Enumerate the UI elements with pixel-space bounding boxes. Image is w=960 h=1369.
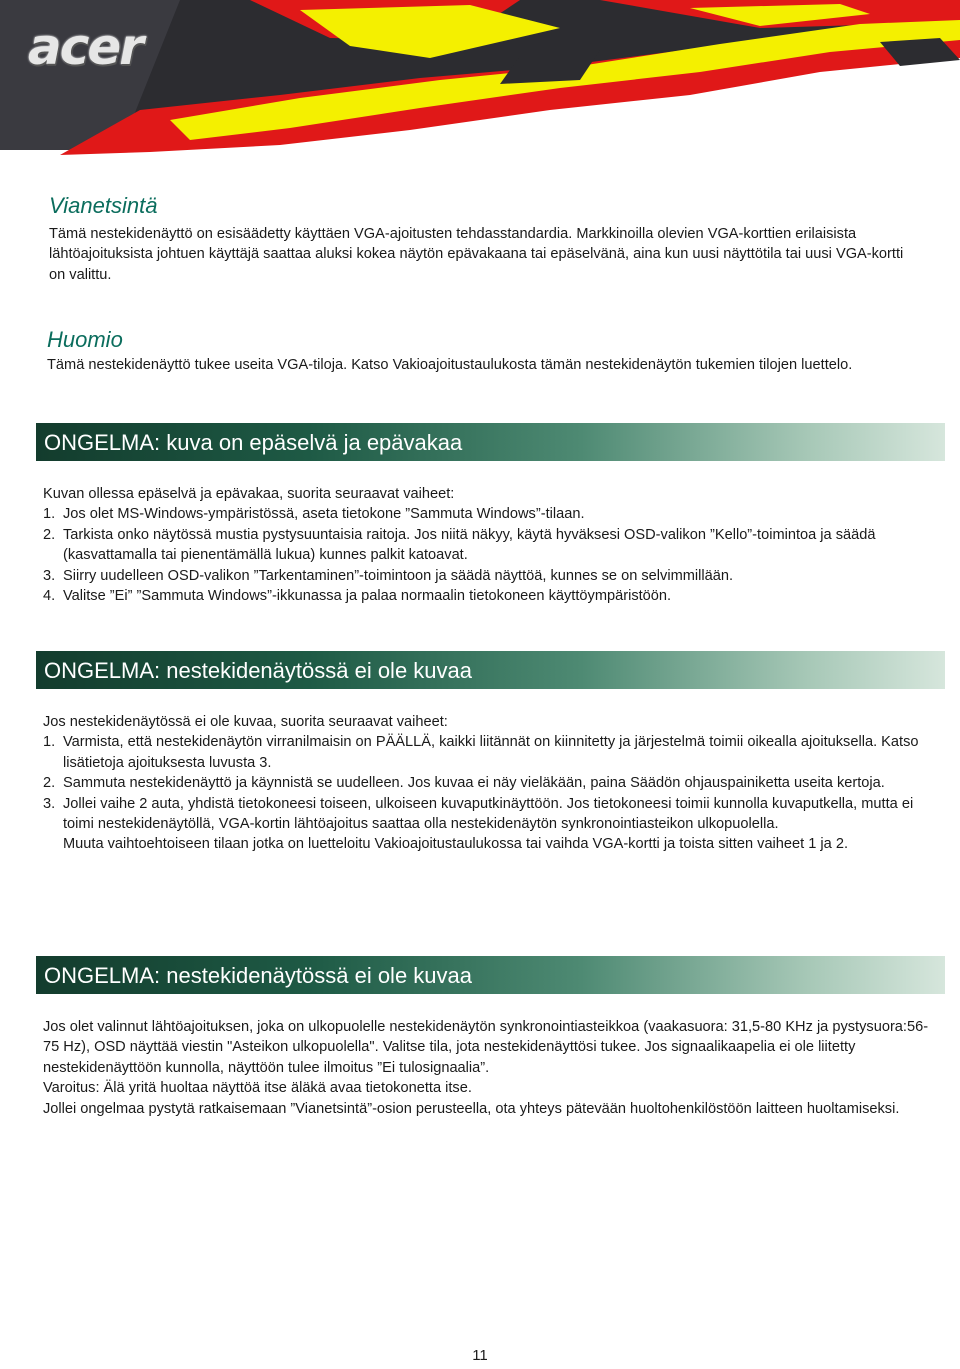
section-paragraph: Jollei ongelmaa pystytä ratkaisemaan ”Vianetsintä”-osion perusteella, ota yhteys pätevään huoltohenkilöstöön laitteen huoltamiseksi. xyxy=(43,1100,900,1117)
list-item: 3. Jollei vaihe 2 auta, yhdistä tietokoneesi toiseen, ulkoiseen kuvaputkinäyttöön. Jos tietokoneesi toimii kunnolla kuvaputkella, mutta ei toimi nestekidenäytöllä, VGA-kortin lähtöajoitus saattaa olla nestekidenäytön synkronointiasteikon ulkopuolella. xyxy=(43,795,914,833)
section-title: ONGELMA: nestekidenäytössä ei ole kuvaa xyxy=(44,963,473,988)
section-header-bar xyxy=(36,423,945,461)
intro-section xyxy=(49,193,919,285)
list-item: 1. Varmista, että nestekidenäytön virranilmaisin on PÄÄLLÄ, kaikki liitännät on kiinnitetty ja järjestelmä toimii oikealla ajoituksella. Katso lisätietoja ajoituksesta luvusta 3. xyxy=(43,734,919,771)
section-body xyxy=(43,712,928,855)
note-title: Huomio xyxy=(47,327,123,352)
list-item: 3. Siirry uudelleen OSD-valikon ”Tarkentaminen”-toimintoon ja säädä näyttöä, kunnes se on selvimmillään. xyxy=(43,567,734,584)
warning-paragraph: Varoitus: Älä yritä huoltaa näyttöä itse äläkä avaa tietokonetta itse. xyxy=(43,1080,472,1097)
intro-title: Vianetsintä xyxy=(49,193,158,218)
list-item: 2. Sammuta nestekidenäyttö ja käynnistä se uudelleen. Jos kuvaa ei näy vieläkään, paina Säädön ohjauspainiketta useita kertoja. xyxy=(43,775,885,792)
note-section xyxy=(47,327,907,375)
section-intro: Kuvan ollessa epäselvä ja epävakaa, suorita seuraavat vaiheet: xyxy=(43,486,455,502)
page-number: 11 xyxy=(472,1347,488,1364)
intro-text: Tämä nestekidenäyttö on esisäädetty käyttäen VGA-ajoitusten tehdasstandardia. Markkinoilla olevien VGA-korttien erilaisista lähtöajoituksista johtuen käyttäjä saattaa aluksi kokea näytön epävakaana tai epäselvänä, aina kun uusi näyttötila tai uusi VGA-kortti on valittu. xyxy=(49,226,904,283)
banner-artwork xyxy=(0,0,960,158)
section-body xyxy=(43,484,943,606)
section-header-bar xyxy=(36,956,945,994)
section-intro: Jos nestekidenäytössä ei ole kuvaa, suorita seuraavat vaiheet: xyxy=(43,714,448,730)
list-item: 1. Jos olet MS-Windows-ympäristössä, aseta tietokone ”Sammuta Windows”-tilaan. xyxy=(43,506,585,523)
header-banner xyxy=(0,0,960,158)
list-continuation: Muuta vaihtoehtoiseen tilaan jotka on luetteloitu Vakioajoitustaulukossa tai vaihda VGA-kortti ja toista sitten vaiheet 1 ja 2. xyxy=(63,836,849,853)
section-body xyxy=(43,1017,943,1119)
section-title: ONGELMA: nestekidenäytössä ei ole kuvaa xyxy=(44,658,473,683)
section-title: ONGELMA: kuva on epäselvä ja epävakaa xyxy=(44,430,463,455)
list-item: 4. Valitse ”Ei” ”Sammuta Windows”-ikkunassa ja palaa normaalin tietokoneen käyttöympäristöön. xyxy=(43,588,672,605)
list-item: 2. Tarkista onko näytössä mustia pystysuuntaisia raitoja. Jos niitä näkyy, käytä hyväksesi OSD-valikon ”Kello”-toimintoa ja säädä (kasvattamalla tai pienentämällä lukua) kunnes palkit katoavat. xyxy=(43,526,876,564)
note-text: Tämä nestekidenäyttö tukee useita VGA-tiloja. Katso Vakioajoitustaulukosta tämän nestekidenäytön tukemien tilojen luettelo. xyxy=(47,357,853,373)
acer-logo: acer xyxy=(28,18,142,76)
section-header-bar xyxy=(36,651,945,689)
section-paragraph: Jos olet valinnut lähtöajoituksen, joka on ulkopuolelle nestekidenäytön synkronointiasteikkoa (vaakasuora: 31,5-80 KHz ja pystysuora:56-75 Hz), OSD näyttää viestin "Asteikon ulkopuolella". Valitse tila, jota nestekidenäyttösi tukee. Jos signaalikaapelia ei ole liitetty nestekidenäyttöön kunnolla, näyttöön tulee ilmoitus ”Ei tulosignaalia”. xyxy=(43,1019,929,1076)
